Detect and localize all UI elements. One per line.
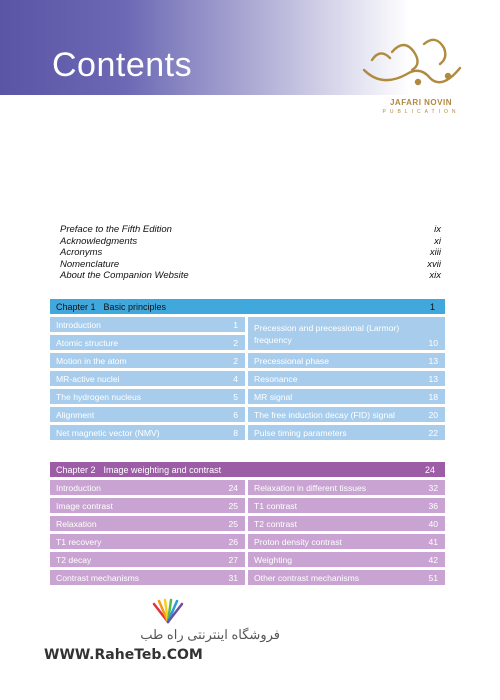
toc-entry-label: The free induction decay (FID) signal [254, 409, 395, 420]
toc-entry-page: 42 [428, 554, 438, 565]
book-fan-icon [150, 598, 186, 624]
page-title: Contents [52, 46, 193, 84]
toc-entry-page: 41 [428, 536, 438, 547]
front-matter-item[interactable] [60, 270, 441, 282]
front-matter-item[interactable] [60, 236, 441, 248]
toc-entry-page: 32 [428, 482, 438, 493]
front-matter-label: About the Companion Website [60, 270, 189, 282]
toc-entry-label: T2 contrast [254, 518, 297, 529]
toc-entry[interactable] [50, 480, 245, 495]
chapter-title: Basic principles [103, 301, 167, 312]
toc-entry-page: 2 [233, 337, 238, 348]
toc-entry-page: 1 [233, 319, 238, 330]
toc-entry[interactable] [248, 425, 445, 440]
front-matter-label: Preface to the Fifth Edition [60, 224, 172, 235]
front-matter-page: xix [429, 270, 441, 282]
front-matter-label: Acronyms [60, 247, 103, 259]
calligraphy-logo-icon [352, 30, 472, 100]
toc-entry-page: 36 [428, 500, 438, 511]
logo-name: JAFARI NOVIN [389, 98, 452, 107]
toc-entry-label: Other contrast mechanisms [254, 572, 360, 583]
toc-entry-label: Introduction [56, 482, 101, 493]
toc-entry-label: Introduction [56, 319, 101, 330]
toc-entry-page: 20 [428, 409, 438, 420]
front-matter-item[interactable] [60, 247, 441, 259]
toc-entry[interactable] [248, 552, 445, 567]
toc-entry-page: 26 [228, 536, 238, 547]
toc-entry-page: 10 [428, 338, 438, 348]
toc-entry-page: 8 [233, 427, 238, 438]
toc-entry-label: Image contrast [56, 500, 113, 511]
toc-entry-page: 18 [428, 391, 438, 402]
chapter-1-block [50, 299, 445, 440]
toc-entry-label: T2 decay [56, 554, 92, 565]
toc-entry[interactable] [50, 317, 245, 332]
toc-entry-page: 6 [233, 409, 238, 420]
toc-entry[interactable] [248, 353, 445, 368]
toc-entry-label: Atomic structure [56, 337, 119, 348]
toc-entry-label: Precession and precessional (Larmor) frequency [254, 322, 400, 345]
toc-entry[interactable] [248, 389, 445, 404]
toc-entry[interactable] [50, 552, 245, 567]
toc-entry[interactable] [50, 570, 245, 585]
chapter-1-header[interactable] [50, 299, 445, 314]
toc-entry-label: Proton density contrast [254, 536, 342, 547]
store-url[interactable]: WWW.RaheTeb.COM [44, 647, 203, 663]
toc-entry[interactable] [248, 371, 445, 386]
toc-entry[interactable] [248, 498, 445, 513]
toc-entry[interactable] [248, 480, 445, 495]
toc-entry[interactable] [248, 534, 445, 549]
store-name: فروشگاه اینترنتی راه طب [140, 627, 280, 642]
toc-entry-page: 25 [228, 500, 238, 511]
toc-entry-label: The hydrogen nucleus [56, 391, 142, 402]
toc-entry[interactable] [248, 317, 445, 350]
chapter-page: 1 [429, 301, 435, 312]
front-matter-item[interactable] [60, 259, 441, 271]
toc-entry-page: 27 [228, 554, 238, 565]
toc-entry[interactable] [50, 407, 245, 422]
front-matter-item[interactable] [60, 224, 441, 236]
toc-entry-page: 13 [428, 355, 438, 366]
front-matter-page: ix [434, 224, 441, 235]
chapter-number: Chapter 2 [56, 464, 96, 475]
toc-entry-label: MR signal [254, 391, 293, 402]
chapter-number: Chapter 1 [56, 301, 96, 312]
toc-entry-label: Relaxation in different tissues [254, 482, 367, 493]
toc-entry-page: 2 [233, 355, 238, 366]
toc-entry-label: Alignment [56, 409, 95, 420]
toc-entry-page: 25 [228, 518, 238, 529]
toc-entry-label: T1 contrast [254, 500, 297, 511]
toc-entry[interactable] [50, 371, 245, 386]
toc-entry-label: Pulse timing parameters [254, 427, 347, 438]
toc-entry[interactable] [50, 389, 245, 404]
toc-entry-page: 31 [228, 572, 238, 583]
toc-entry[interactable] [50, 498, 245, 513]
toc-entry-page: 40 [428, 518, 438, 529]
toc-entry-page: 51 [428, 572, 438, 583]
toc-entry[interactable] [50, 353, 245, 368]
chapter-2-block [50, 462, 445, 585]
chapter-2-header[interactable] [50, 462, 445, 477]
toc-entry-page: 24 [228, 482, 238, 493]
toc-entry[interactable] [248, 516, 445, 531]
toc-entry[interactable] [50, 335, 245, 350]
toc-entry-page: 13 [428, 373, 438, 384]
front-matter-page: xi [434, 235, 441, 247]
toc-entry[interactable] [50, 425, 245, 440]
toc-entry-label: Weighting [254, 554, 293, 565]
toc-entry-page: 4 [233, 373, 238, 384]
publisher-logo [352, 30, 472, 118]
toc-entry-label: Motion in the atom [56, 355, 127, 366]
front-matter-label: Acknowledgments [60, 235, 138, 247]
toc-entry-label: Precessional phase [254, 355, 330, 366]
front-matter-label: Nomenclature [60, 258, 120, 270]
toc-entry[interactable] [50, 534, 245, 549]
toc-entry[interactable] [248, 407, 445, 422]
toc-entry[interactable] [248, 570, 445, 585]
front-matter-page: xiii [429, 247, 441, 259]
toc-entry[interactable] [50, 516, 245, 531]
toc-entry-label: MR-active nuclei [56, 373, 120, 384]
logo-sub: PUBLICATION [382, 109, 460, 115]
toc-entry-label: Resonance [254, 373, 298, 384]
header-banner [0, 0, 500, 115]
chapter-page: 24 [424, 464, 435, 475]
toc-entry-label: T1 recovery [56, 536, 102, 547]
toc-entry-page: 22 [428, 427, 438, 438]
front-matter-list [60, 224, 441, 282]
toc-entry-label: Contrast mechanisms [56, 572, 140, 583]
front-matter-page: xvii [427, 258, 441, 270]
toc-entry-label: Relaxation [56, 518, 97, 529]
toc-entry-page: 5 [233, 391, 238, 402]
toc-entry-label: Net magnetic vector (NMV) [56, 427, 160, 438]
chapter-title: Image weighting and contrast [103, 464, 222, 475]
